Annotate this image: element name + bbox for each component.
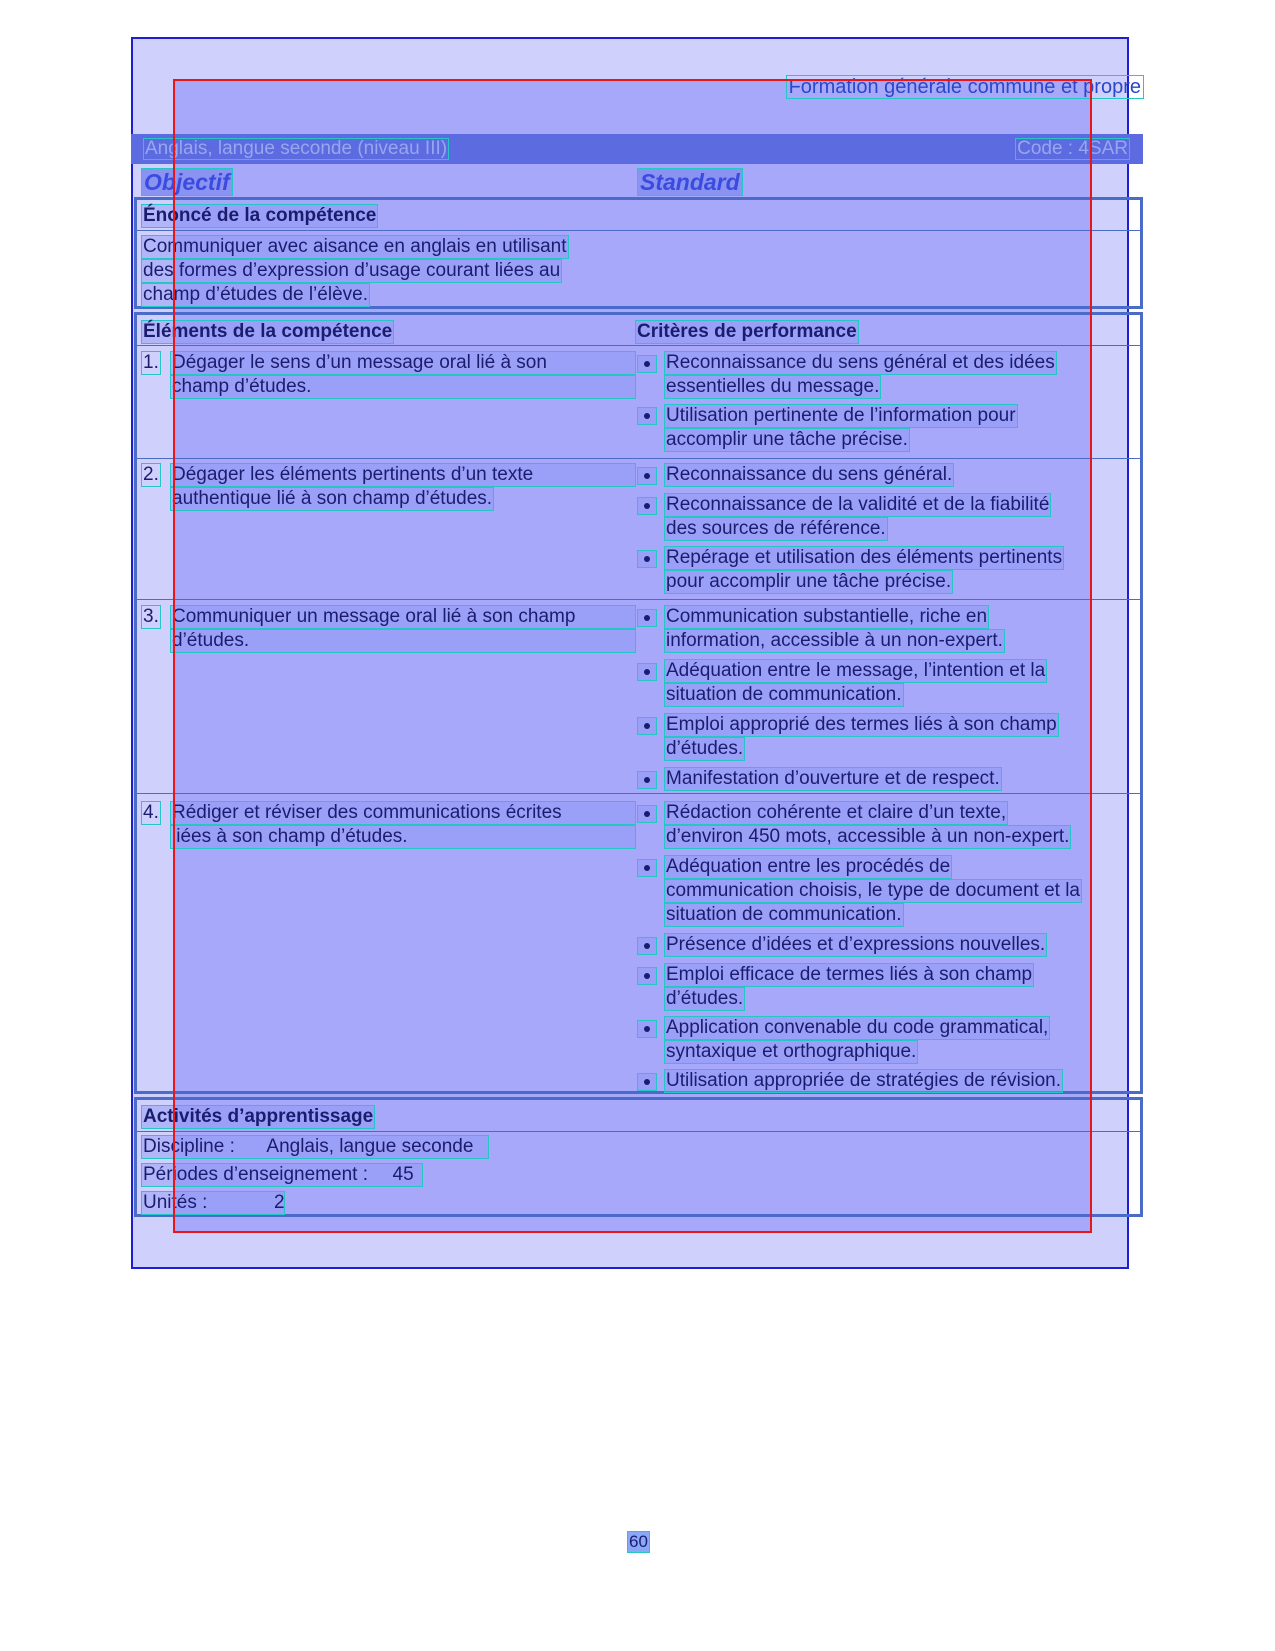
- course-code: Code : 4SAR: [1017, 138, 1128, 159]
- bullet-icon: [637, 550, 657, 568]
- element-text: Dégager les éléments pertinents d’un texte: [170, 463, 636, 487]
- criterion-text: Application convenable du code grammatical,: [666, 1017, 1049, 1038]
- bullet-icon: [637, 355, 657, 373]
- criterion-text: pour accomplir une tâche précise.: [666, 571, 952, 592]
- activites-heading: Activités d’apprentissage: [143, 1106, 374, 1127]
- criteria-heading: Critères de performance: [637, 321, 857, 342]
- criterion-text: syntaxique et orthographique.: [666, 1041, 917, 1062]
- criterion-text: Reconnaissance du sens général.: [666, 464, 953, 485]
- objectif-label: Objectif: [141, 168, 233, 196]
- bullet-icon: [637, 609, 657, 627]
- criterion-text: situation de communication.: [666, 904, 902, 925]
- element-text: d’études.: [170, 629, 636, 653]
- element-number: 4.: [143, 802, 159, 823]
- criterion-text: Manifestation d’ouverture et de respect.: [666, 768, 1000, 789]
- criterion-text: Utilisation pertinente de l’information pour: [666, 405, 1016, 426]
- criterion-text: Présence d’idées et d’expressions nouvelles.: [666, 934, 1046, 955]
- element-number: 1.: [143, 352, 159, 373]
- bullet-icon: [637, 937, 657, 955]
- enonce-line: Communiquer avec aisance en anglais en utilisant: [143, 236, 567, 257]
- page-number: 60: [629, 1532, 648, 1551]
- criterion-text: Adéquation entre les procédés de: [666, 856, 951, 877]
- criterion-text: communication choisis, le type de document et la: [666, 880, 1080, 901]
- enonce-line: des formes d’expression d’usage courant liées au: [143, 260, 561, 281]
- criterion-text: des sources de référence.: [666, 518, 886, 539]
- criterion-text: d’environ 450 mots, accessible à un non-expert.: [666, 826, 1070, 847]
- criterion-text: Rédaction cohérente et claire d’un texte,: [666, 802, 1007, 823]
- bullet-icon: [637, 407, 657, 425]
- element-text: champ d’études.: [170, 375, 636, 399]
- discipline-label: Discipline :: [143, 1136, 235, 1157]
- unites-value: 2: [273, 1192, 285, 1213]
- unites-row: [141, 1191, 285, 1215]
- criterion-text: Repérage et utilisation des éléments pertinents: [666, 547, 1063, 568]
- bullet-icon: [637, 771, 657, 789]
- course-title: Anglais, langue seconde (niveau III): [145, 138, 448, 159]
- periodes-value: 45: [392, 1164, 414, 1185]
- criterion-text: Reconnaissance de la validité et de la fiabilité: [666, 494, 1050, 515]
- periodes-label: Périodes d’enseignement :: [143, 1164, 368, 1185]
- bullet-icon: [637, 717, 657, 735]
- bullet-icon: [637, 497, 657, 515]
- bullet-icon: [637, 967, 657, 985]
- criterion-text: situation de communication.: [666, 684, 902, 705]
- criterion-text: d’études.: [666, 988, 744, 1009]
- document-header: Formation générale commune et propre: [786, 75, 1144, 99]
- criterion-text: information, accessible à un non-expert.: [666, 630, 1003, 651]
- element-text: authentique lié à son champ d’études.: [172, 488, 493, 509]
- criterion-text: Emploi approprié des termes liés à son champ: [666, 714, 1057, 735]
- criterion-text: Emploi efficace de termes liés à son champ: [666, 964, 1033, 985]
- standard-label: Standard: [637, 168, 743, 196]
- bullet-icon: [637, 859, 657, 877]
- course-banner: [131, 134, 1143, 164]
- enonce-line: champ d’études de l’élève.: [143, 284, 368, 305]
- bullet-icon: [637, 1020, 657, 1038]
- element-text: Dégager le sens d’un message oral lié à son: [170, 351, 636, 375]
- periodes-row: [141, 1163, 423, 1187]
- criterion-text: accomplir une tâche précise.: [666, 429, 908, 450]
- unites-label: Unités :: [143, 1192, 208, 1213]
- discipline-row: [141, 1135, 489, 1159]
- bullet-icon: [637, 1073, 657, 1091]
- bullet-icon: [637, 805, 657, 823]
- bullet-icon: [637, 663, 657, 681]
- element-number: 2.: [143, 464, 159, 485]
- elements-heading: Éléments de la compétence: [143, 321, 393, 342]
- discipline-value: Anglais, langue seconde: [266, 1136, 474, 1157]
- element-text: liées à son champ d’études.: [170, 825, 636, 849]
- bullet-icon: [637, 467, 657, 485]
- element-text: Rédiger et réviser des communications écrites: [170, 801, 636, 825]
- criterion-text: Reconnaissance du sens général et des idées: [666, 352, 1055, 373]
- criterion-text: d’études.: [666, 738, 744, 759]
- criterion-text: Communication substantielle, riche en: [666, 606, 988, 627]
- element-number: 3.: [143, 606, 159, 627]
- criterion-text: Utilisation appropriée de stratégies de révision.: [666, 1070, 1061, 1091]
- criterion-text: Adéquation entre le message, l’intention et la: [666, 660, 1046, 681]
- enonce-heading: Énoncé de la compétence: [143, 205, 377, 226]
- element-text: Communiquer un message oral lié à son champ: [170, 605, 636, 629]
- criterion-text: essentielles du message.: [666, 376, 880, 397]
